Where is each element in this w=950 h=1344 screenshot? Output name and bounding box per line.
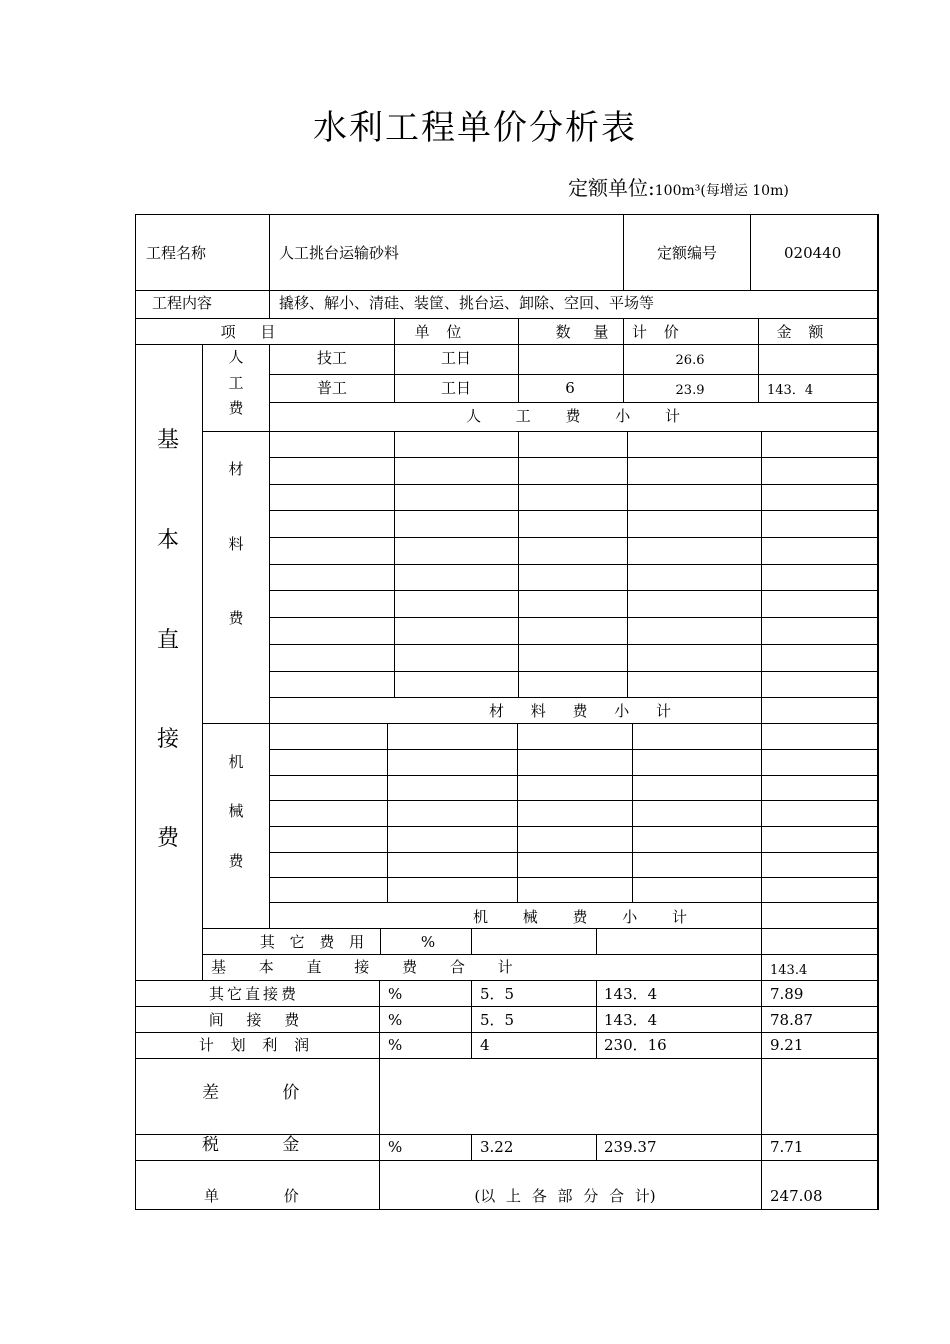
labor-label-2: 工 bbox=[228, 374, 244, 392]
tax-base: 239.37 bbox=[604, 1138, 657, 1156]
table-rule bbox=[596, 980, 597, 1058]
quota-no-value: 020440 bbox=[784, 244, 842, 262]
table-rule bbox=[269, 800, 877, 801]
table-rule bbox=[269, 510, 877, 511]
table-rule bbox=[379, 1134, 380, 1160]
labor-row-1-price: 26.6 bbox=[675, 353, 705, 368]
table-rule bbox=[394, 344, 395, 402]
table-rule bbox=[135, 1006, 877, 1007]
table-rule bbox=[596, 1134, 597, 1160]
table-rule bbox=[761, 723, 762, 928]
labor-row-1-name: 技工 bbox=[316, 349, 348, 367]
table-rule bbox=[517, 723, 518, 902]
summary-row-2-unit: % bbox=[388, 1011, 403, 1029]
other-fee-label: 其 它 费 用 bbox=[259, 933, 365, 951]
table-rule bbox=[387, 723, 388, 902]
table-rule bbox=[269, 775, 877, 776]
tax-label: 税 金 bbox=[202, 1135, 300, 1155]
basic-direct-label-1: 基 bbox=[156, 428, 180, 453]
table-rule bbox=[135, 1209, 879, 1210]
table-rule bbox=[135, 344, 877, 345]
table-rule bbox=[394, 318, 395, 344]
content-value: 撬移、解小、清硅、装筐、挑台运、卸除、空回、平场等 bbox=[279, 294, 655, 312]
labor-row-2-price: 23.9 bbox=[675, 383, 705, 398]
quota-no-label: 定额编号 bbox=[657, 244, 718, 262]
table-rule bbox=[269, 671, 877, 672]
quota-unit-label: 定额单位: bbox=[568, 176, 655, 200]
machine-label-1: 机 bbox=[228, 753, 244, 771]
table-rule bbox=[135, 214, 879, 215]
other-fee-unit: % bbox=[420, 933, 436, 951]
table-rule bbox=[623, 318, 624, 344]
table-rule bbox=[761, 1134, 762, 1160]
table-rule bbox=[761, 954, 762, 980]
summary-row-3-rate: 4 bbox=[480, 1036, 490, 1054]
labor-row-2-unit: 工日 bbox=[440, 379, 472, 397]
table-rule bbox=[269, 852, 877, 853]
table-rule bbox=[627, 431, 628, 697]
basic-total-label: 基 本 直 接 费 合 计 bbox=[211, 958, 513, 976]
basic-total-amount: 143.4 bbox=[770, 963, 808, 978]
summary-row-1-rate: 5．5 bbox=[480, 985, 515, 1003]
project-name-label: 工程名称 bbox=[146, 244, 207, 262]
table-rule bbox=[269, 749, 877, 750]
basic-direct-label-5: 费 bbox=[156, 826, 180, 851]
page-title: 水利工程单价分析表 bbox=[313, 108, 637, 148]
table-rule bbox=[518, 318, 519, 344]
table-rule bbox=[269, 902, 877, 903]
unit-price-amount: 247.08 bbox=[770, 1187, 823, 1205]
table-rule bbox=[761, 1058, 762, 1134]
table-rule bbox=[596, 928, 597, 954]
labor-row-2-name: 普工 bbox=[316, 379, 348, 397]
quota-unit-value: 100m³(每增运 10m) bbox=[654, 183, 789, 199]
table-rule bbox=[623, 344, 624, 402]
table-rule bbox=[269, 644, 877, 645]
table-rule bbox=[761, 1160, 762, 1209]
summary-row-2-amount: 78.87 bbox=[770, 1011, 813, 1029]
table-rule bbox=[471, 1134, 472, 1160]
table-rule bbox=[269, 564, 877, 565]
col-unit: 单 位 bbox=[414, 323, 462, 341]
table-rule bbox=[269, 877, 877, 878]
table-rule bbox=[269, 344, 270, 431]
table-rule bbox=[877, 214, 879, 1209]
labor-subtotal-label: 人 工 费 小 计 bbox=[465, 407, 681, 425]
table-rule bbox=[269, 590, 877, 591]
table-rule bbox=[379, 1160, 380, 1209]
table-rule bbox=[379, 980, 380, 1058]
tax-unit: % bbox=[388, 1138, 403, 1156]
table-rule bbox=[471, 928, 472, 954]
table-rule bbox=[632, 723, 633, 902]
table-rule bbox=[394, 431, 395, 697]
material-label-2: 料 bbox=[228, 535, 244, 553]
unit-price-label: 单 价 bbox=[204, 1187, 299, 1205]
table-rule bbox=[761, 431, 762, 723]
table-rule bbox=[758, 344, 759, 402]
table-rule bbox=[135, 318, 877, 319]
labor-row-2-amount: 143．4 bbox=[767, 383, 814, 398]
table-rule bbox=[269, 402, 877, 403]
col-item: 项 目 bbox=[220, 323, 276, 341]
machine-label-2: 械 bbox=[228, 802, 244, 820]
table-rule bbox=[269, 431, 270, 723]
basic-direct-label-2: 本 bbox=[156, 528, 180, 553]
table-rule bbox=[135, 290, 877, 291]
summary-row-1-amount: 7.89 bbox=[770, 985, 804, 1003]
table-rule bbox=[135, 980, 877, 981]
table-rule bbox=[761, 928, 762, 954]
tax-rate: 3.22 bbox=[480, 1138, 514, 1156]
summary-row-3-amount: 9.21 bbox=[770, 1036, 804, 1054]
machine-label-3: 费 bbox=[228, 852, 244, 870]
material-subtotal-label: 材 料 费 小 计 bbox=[488, 702, 672, 720]
table-rule bbox=[135, 214, 136, 1209]
col-amount: 金 额 bbox=[776, 323, 824, 341]
table-rule bbox=[202, 723, 877, 724]
summary-row-3-unit: % bbox=[388, 1036, 403, 1054]
table-rule bbox=[269, 484, 877, 485]
table-rule bbox=[269, 457, 877, 458]
table-rule bbox=[269, 537, 877, 538]
table-rule bbox=[269, 214, 270, 318]
basic-direct-label-4: 接 bbox=[156, 727, 180, 752]
table-rule bbox=[518, 431, 519, 697]
material-label-1: 材 bbox=[228, 460, 244, 478]
table-rule bbox=[269, 374, 877, 375]
machine-subtotal-label: 机 械 费 小 计 bbox=[472, 908, 688, 926]
material-label-3: 费 bbox=[228, 609, 244, 627]
table-rule bbox=[202, 928, 877, 929]
col-qty: 数 量 bbox=[555, 323, 609, 341]
summary-row-2-base: 143．4 bbox=[604, 1011, 658, 1029]
labor-row-1-unit: 工日 bbox=[440, 349, 472, 367]
summary-row-2-rate: 5．5 bbox=[480, 1011, 515, 1029]
summary-row-3-label: 计 划 利 润 bbox=[198, 1036, 310, 1054]
summary-row-1-label: 其它直接费 bbox=[208, 985, 300, 1003]
labor-label-3: 费 bbox=[228, 399, 244, 417]
content-label: 工程内容 bbox=[152, 294, 213, 312]
table-rule bbox=[269, 617, 877, 618]
table-rule bbox=[761, 980, 762, 1058]
table-rule bbox=[202, 431, 877, 432]
summary-row-3-base: 230．16 bbox=[604, 1036, 667, 1054]
summary-row-1-unit: % bbox=[388, 985, 403, 1003]
table-rule bbox=[518, 344, 519, 402]
col-price: 计 价 bbox=[632, 323, 679, 341]
unit-price-note: (以 上 各 部 分 合 计) bbox=[474, 1187, 656, 1205]
labor-row-2-qty: 6 bbox=[565, 379, 575, 397]
tax-amount: 7.71 bbox=[770, 1138, 804, 1156]
price-diff-label: 差 价 bbox=[202, 1083, 300, 1103]
table-rule bbox=[380, 928, 381, 954]
summary-row-1-base: 143．4 bbox=[604, 985, 658, 1003]
table-rule bbox=[202, 954, 877, 955]
basic-direct-label-3: 直 bbox=[156, 628, 180, 653]
table-rule bbox=[135, 1032, 877, 1033]
table-rule bbox=[379, 1058, 380, 1134]
table-rule bbox=[623, 214, 624, 290]
table-rule bbox=[471, 980, 472, 1058]
quota-unit bbox=[568, 172, 789, 201]
table-rule bbox=[750, 214, 751, 290]
table-rule bbox=[758, 318, 759, 344]
table-rule bbox=[269, 826, 877, 827]
summary-row-2-label: 间 接 费 bbox=[208, 1011, 300, 1029]
labor-label-1: 人 bbox=[228, 348, 244, 366]
table-rule bbox=[269, 697, 877, 698]
table-rule bbox=[135, 1160, 877, 1161]
table-rule bbox=[135, 1058, 877, 1059]
project-name-value: 人工挑台运输砂料 bbox=[279, 244, 400, 262]
table-rule bbox=[202, 344, 203, 980]
